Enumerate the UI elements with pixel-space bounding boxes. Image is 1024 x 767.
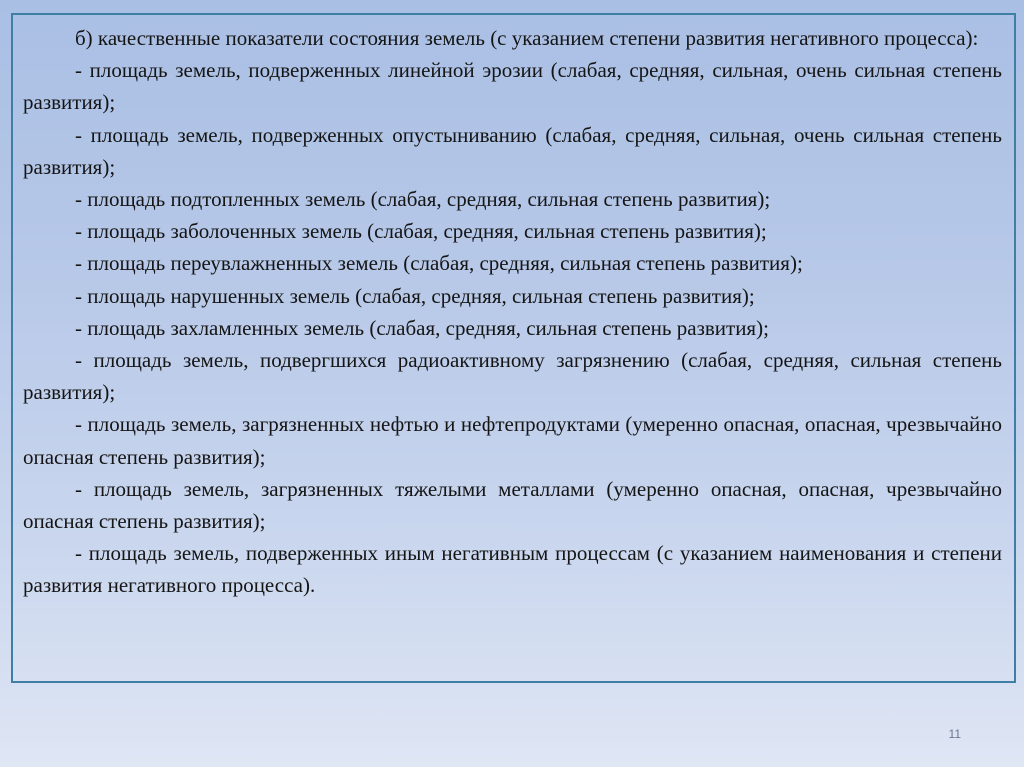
slide-content-frame (11, 13, 1016, 683)
list-item-disturbed-lands: - площадь нарушенных земель (слабая, средняя, сильная степень развития); (75, 283, 755, 308)
list-item-oil-contamination: - площадь земель, загрязненных нефтью и нефтепродуктами (умеренно опасная, опасная, чрезвычайно опасная степень развития); (23, 412, 1002, 469)
list-item-littered-lands: - площадь захламленных земель (слабая, средняя, сильная степень развития); (75, 315, 769, 340)
list-item-flooded-lands: - площадь подтопленных земель (слабая, средняя, сильная степень развития); (75, 187, 771, 212)
slide-text-body (23, 22, 1002, 602)
list-item-desertification: - площадь земель, подверженных опустыниванию (слабая, средняя, сильная, очень сильная степень развития); (23, 122, 1002, 179)
list-item-linear-erosion: - площадь земель, подверженных линейной эрозии (слабая, средняя, сильная, очень сильная степень развития); (23, 58, 1002, 115)
list-item-radioactive-contamination: - площадь земель, подвергшихся радиоактивному загрязнению (слабая, средняя, сильная степень развития); (23, 348, 1002, 405)
list-item-swamped-lands: - площадь заболоченных земель (слабая, средняя, сильная степень развития); (75, 219, 767, 244)
heading-paragraph: б) качественные показатели состояния земель (с указанием степени развития негативного процесса): (75, 26, 979, 50)
list-item-heavy-metals: - площадь земель, загрязненных тяжелыми металлами (умеренно опасная, опасная, чрезвычайно опасная степень развития); (23, 476, 1002, 534)
list-item-other-processes: - площадь земель, подверженных иным негативным процессам (с указанием наименования и степени развития негативного процесса). (23, 541, 1002, 598)
list-item-waterlogged-lands: - площадь переувлажненных земель (слабая, средняя, сильная степень развития); (75, 251, 803, 276)
page-number: 11 (948, 727, 961, 741)
